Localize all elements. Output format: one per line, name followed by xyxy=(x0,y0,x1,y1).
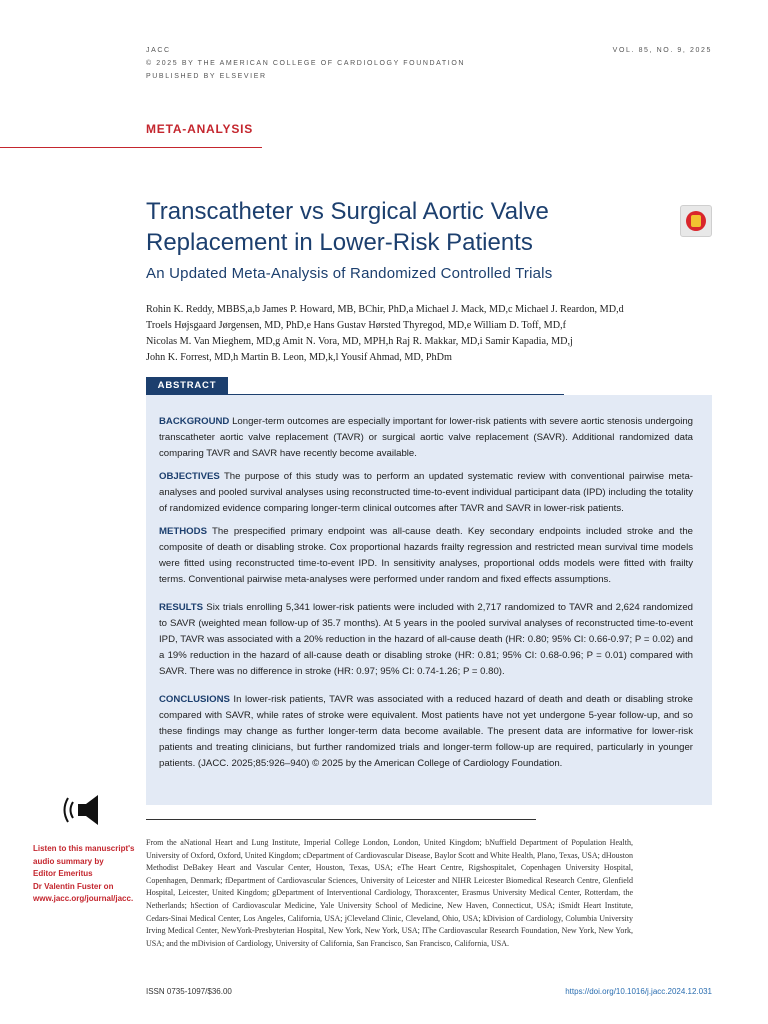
journal-name: JACC xyxy=(146,47,171,54)
audio-note-line: Editor Emeritus xyxy=(33,869,93,879)
abstract-methods xyxy=(159,524,693,588)
issn: ISSN 0735-1097/$36.00 xyxy=(146,987,232,996)
abstract-body xyxy=(159,414,693,779)
article-subtitle: An Updated Meta-Analysis of Randomized Controlled Trials xyxy=(146,265,553,282)
copyright-line: © 2025 BY THE AMERICAN COLLEGE OF CARDIOLOGY FOUNDATION xyxy=(146,60,466,67)
audio-note-line: audio summary by xyxy=(33,856,104,866)
objectives-label: OBJECTIVES xyxy=(159,471,220,482)
volume-info: VOL. 85, NO. 9, 2025 xyxy=(612,47,712,54)
results-label: RESULTS xyxy=(159,602,204,613)
running-header-left xyxy=(146,44,465,83)
background-label: BACKGROUND xyxy=(159,416,230,427)
objectives-text: The purpose of this study was to perform an updated systematic review with conventional pairwise meta-analyses and pooled survival analyses using reconstructed time-to-event individual participant data (IPD) including the totality of randomized evidence comparing longer-term clinical outcomes after TAVR and SAVR in lower-risk patients. xyxy=(159,471,693,514)
publisher-line: PUBLISHED BY ELSEVIER xyxy=(146,73,267,80)
author-line: John K. Forrest, MD,h Martin B. Leon, MD,k,l Yousif Ahmad, MD, PhDm xyxy=(146,352,452,363)
section-divider xyxy=(0,147,262,148)
section-label: META-ANALYSIS xyxy=(146,122,254,136)
author-list xyxy=(146,302,706,366)
doi-link[interactable]: https://doi.org/10.1016/j.jacc.2024.12.031 xyxy=(565,987,712,996)
audio-note-line: Dr Valentin Fuster on xyxy=(33,881,114,891)
title-line-2: Replacement in Lower-Risk Patients xyxy=(146,229,533,256)
affiliations: From the aNational Heart and Lung Institute, Imperial College London, London, United Kingdom; bNuffield Department of Population Health, University of Oxford, Oxford, United Kingdom; cDepartment of Cardiovascular Disease, Baylor Scott and White Health, Plano, Texas, USA; dHouston Methodist DeBakey Heart and Vascular Center, Houston, Texas, USA; eThe Heart Centre, Rigshospitalet, Copenhagen University Hospital, Copenhagen, Denmark; fDepartment of Cardiovascular Sciences, University of Leicester and NIHR Leicester Biomedical Research Centre, Glenfield Hospital, Leicester, United Kingdom; gDepartment of Interventional Cardiology, Thoraxcenter, Erasmus University Medical Center, Rotterdam, the Netherlands; hSection of Cardiovascular Medicine, Yale University School of Medicine, New Haven, Connecticut, USA; iSmidt Heart Institute, Cedars-Sinai Medical Center, Los Angeles, California, USA; jCleveland Clinic, Cleveland, Ohio, USA; kDivision of Cardiology, Columbia University Irving Medical Center, NewYork-Presbyterian Hospital, New York, New York, USA; lThe Cardiovascular Research Foundation, New York, New York, USA; and the mDivision of Cardiology, University of California, San Francisco, San Francisco, California, USA. xyxy=(146,838,633,948)
abstract-tab: ABSTRACT xyxy=(146,377,228,395)
crossmark-bookmark xyxy=(691,215,701,227)
conclusions-label: CONCLUSIONS xyxy=(159,694,230,705)
audio-note-link[interactable]: www.jacc.org/journal/jacc. xyxy=(33,894,134,904)
crossmark-icon[interactable] xyxy=(680,205,712,237)
methods-label: METHODS xyxy=(159,526,207,537)
results-text: Six trials enrolling 5,341 lower-risk patients were included with 2,717 randomized to TAVR and 2,624 randomized to SAVR (weighted mean follow-up of 35.7 months). At 5 years in the pooled survival analyses of reconstructed time-to-event IPD, TAVR was associated with a 20% reduction in the hazard of all-cause death (HR: 0.80; 95% CI: 0.66-0.97; P = 0.02) and a 19% reduction in the hazard of all-cause death or disabling stroke (HR: 0.81; 95% CI: 0.68-0.96; P = 0.01) compared with SAVR. There was no difference in stroke (HR: 0.97; 95% CI: 0.74-1.26; P = 0.80). xyxy=(159,602,694,677)
conclusions-text: In lower-risk patients, TAVR was associated with a reduced hazard of death and death or disabling stroke compared with SAVR, while rates of stroke were equivalent. Most patients have not yet undergone 5-year follow-up, and so these findings may change as further longer-term data become available. The present data are informative for lower-risk patients and treating clinicians, but further randomized trials and longer-term follow-up are required, particularly in younger patients. (JACC. 2025;85:926–940) © 2025 by the American College of Cardiology Foundation. xyxy=(159,694,693,769)
methods-text: The prespecified primary endpoint was all-cause death. Key secondary endpoints included stroke and the composite of death or disabling stroke. Cox proportional hazards frailty regression and restricted mean survival time models were fitted using reconstructed time-to-event IPD. In sensitivity analyses, proportional odds models were fitted with frailty terms. Conventional pairwise meta-analyses were performed under random and fixed effects assumptions. xyxy=(159,526,693,585)
author-line: Rohin K. Reddy, MBBS,a,b James P. Howard, MB, BChir, PhD,a Michael J. Mack, MD,c Michael J. Reardon, MD,d xyxy=(146,304,624,315)
background-text: Longer-term outcomes are especially important for lower-risk patients with severe aortic stenosis undergoing transcatheter aortic valve replacement (TAVR) or surgical aortic valve replacement (SAVR). Additional randomized data comparing TAVR and SAVR have recently become available. xyxy=(159,416,693,459)
audio-speaker-icon[interactable] xyxy=(58,790,108,830)
author-line: Troels Højsgaard Jørgensen, MD, PhD,e Hans Gustav Hørsted Thyregod, MD,e William D. Toff, MD,f xyxy=(146,320,567,331)
abstract-background xyxy=(159,414,693,462)
abstract-conclusions xyxy=(159,692,693,772)
abstract-results xyxy=(159,600,693,680)
author-line: Nicolas M. Van Mieghem, MD,g Amit N. Vora, MD, MPH,h Raj R. Makkar, MD,i Samir Kapadia, MD,j xyxy=(146,336,573,347)
abstract-objectives xyxy=(159,469,693,517)
audio-note-line: Listen to this manuscript's xyxy=(33,844,135,853)
audio-summary-note[interactable] xyxy=(33,843,138,906)
article-title xyxy=(146,196,666,258)
affiliations-rule xyxy=(146,819,536,820)
title-line-1: Transcatheter vs Surgical Aortic Valve xyxy=(146,198,549,225)
